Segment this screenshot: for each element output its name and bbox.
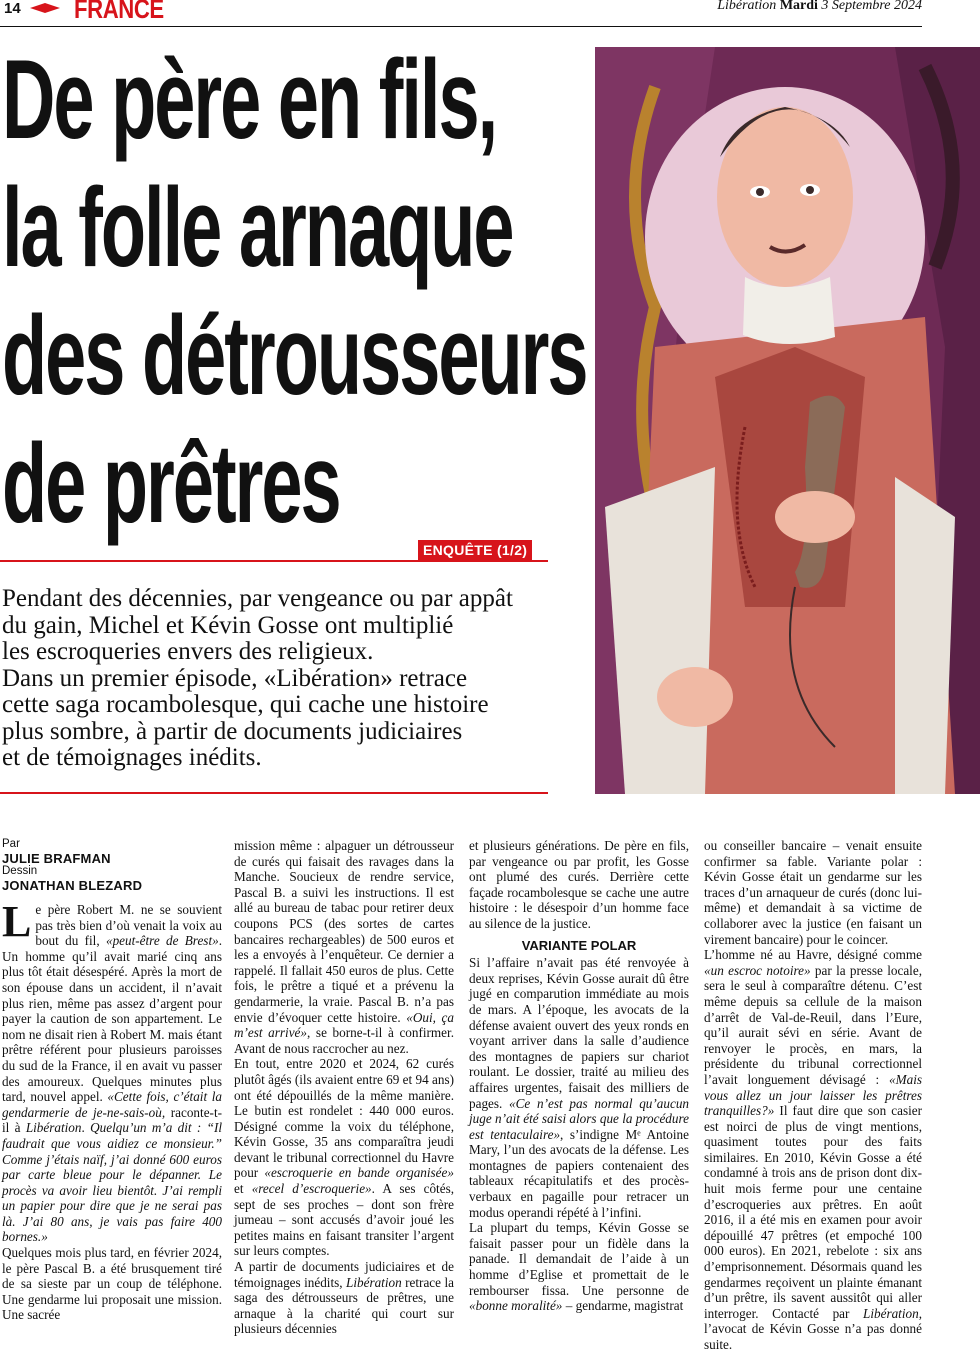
quote-run: «bonne moralité»	[469, 1298, 563, 1314]
article-column-4	[704, 838, 922, 1353]
standfirst-line: Pendant des décennies, par vengeance ou par appât	[2, 585, 513, 612]
dateline	[717, 0, 922, 14]
paragraph	[2, 897, 223, 1245]
headline-line: De père en fils,	[2, 37, 497, 162]
section-title: FRANCE	[74, 0, 164, 24]
paragraph: Quelques mois plus tard, en février 2024, le père Pascal B. a été brusquement tiré de sa sieste par un coup de téléphone. Une gendarme lui proposait une mission. Une sacrée	[2, 1245, 222, 1323]
quote-run: «peut-être de Brest»	[105, 933, 219, 949]
quote-run: «recel d’escroquerie»	[251, 1181, 372, 1197]
priest-illustration	[595, 47, 980, 794]
paragraph: et plusieurs générations. De père en fils, par vengeance ou par profit, les Gosse ont plumé des curés. Derrière cette façade rocambolesque se cache une autre histoire : le désespoir d’un homme face au silence de la justice.	[469, 838, 689, 931]
article-column-1	[2, 838, 222, 1323]
text-run: . Un homme qu’il avait marié cinq ans plus tôt était désespéré. Après la mort de son épouse dans un accident, il n’avait plus rien, même pas assez d’argent pour payer la caution de son appartement. Le nom ne disait rien à Robert M. mais étant prêtre référent pour plusieurs paroisses du sud de la France, il en avait vu passer des amoureux. Quelques minutes plus tard, nouvel appel.	[2, 933, 222, 1105]
article-column-2	[234, 838, 454, 1337]
page-number: 14	[4, 0, 21, 17]
text-run: mission même : alpaguer un détrousseur de curés qui faisait des ravages dans la Manche. Soucieux de rendre service, Pascal B. a suivi les instructions. Il est allé au bureau de tabac pour retirer deux coupons PCS (des sortes de cartes bancaires rechargeables) de 500 euros et les a envoyés à l’enquêteur. Ce dernier a rappelé. Il fallait 450 euros de plus. Cette fois, le prêtre a tiqué et a prévenu la gendarmerie, la vraie. Pascal B. n’a pas envie d’évoquer cette histoire.	[234, 838, 454, 1025]
text-run: retrace la saga des détrousseurs de prêtres, une arnaque à la charité qui court sur plusieurs décennies	[234, 1274, 454, 1337]
text-run: raconte-t-il à	[2, 1104, 222, 1136]
standfirst-line: du gain, Michel et Kévin Gosse ont multiplié	[2, 611, 454, 639]
paragraph	[234, 838, 454, 1056]
paragraph	[234, 1259, 454, 1337]
text-run: .	[81, 1120, 91, 1136]
text-run: Libération	[25, 1120, 82, 1136]
author-name: JULIE BRAFMAN	[2, 850, 111, 866]
headline-line: des détrousseurs	[2, 293, 587, 418]
standfirst-rule	[0, 792, 548, 794]
paragraph	[469, 1220, 689, 1314]
text-run: Il faut dire que son casier est noirci de plus de vingt mentions, quasiment toutes pour des faits similaires. En 2010, Kévin Gosse a été condamné à trois ans de prison dont dix-huit mois ferme pour une centaine d’escroqueries aux prêtres. En août 2016, il a été mis en examen pour avoir dépouillé 47 prêtres (et empoché 100 000 euros). En 2021, rebelote : six ans d’emprisonnement. Désormais quand les gendarmes reçoivent un plainte émanant d’un prêtre, ils savent aussitôt qui aller interroger. Contacté par	[704, 1103, 922, 1321]
section-diamond-icon	[30, 3, 60, 13]
by-label: Par	[2, 838, 20, 850]
drop-cap: L	[2, 897, 32, 946]
illustrator-name: JONATHAN BLEZARD	[2, 877, 143, 893]
quote-run: «Oui, ça m’est arrivé»	[234, 1009, 454, 1041]
quote-run: «escroquerie en bande organisée»	[264, 1165, 454, 1181]
text-run: , l’avocat de Kévin Gosse n’a pas donné suite.	[704, 1305, 922, 1352]
headline-line: la folle arnaque	[2, 165, 513, 290]
text-run: et	[234, 1181, 252, 1197]
header-rule	[0, 26, 922, 27]
text-run: Libération	[863, 1305, 919, 1321]
quote-run: Quelqu’un m’a dit : “Il faudrait que vous aidiez ce monsieur.” Comme j’étais naïf, j’ai donné 600 euros par carte bleue pour le dépanner. Le procès va avoir lieu bientôt. J’ai rempli un papier pour dire que je ne serai pas là. J’ai 80 ans, je vais pas faire 400 bornes.»	[2, 1120, 222, 1245]
article-column-3	[469, 838, 689, 1314]
date-full: 3 Septembre 2024	[821, 0, 922, 13]
standfirst-line: et de témoignages inédits.	[2, 744, 262, 771]
headline-rule	[0, 560, 548, 562]
date-day: Mardi	[779, 0, 818, 13]
quote-run: «Cette fois, c’était la gendarmerie de je-ne-sais-où,	[2, 1089, 223, 1120]
subheading: VARIANTE POLAR	[521, 937, 637, 953]
text-run: Si l’affaire n’avait pas été renvoyée à deux reprises, Kévin Gosse aurait dû être jugé en comparution immédiate au mois de mars. A l’époque, les avocats de la défense avaient ouvert des yeux ronds en voyant arriver dans la salle d’audience des montagnes de papiers sur chariot roulant. Le dossier, traité au milieu des affaires urgentes, faisait des milliers de pages.	[469, 955, 689, 1111]
standfirst-line: cette saga rocambolesque, qui cache une histoire	[2, 691, 489, 718]
paragraph	[704, 947, 922, 1352]
text-run: – gendarme, magistrat	[562, 1298, 684, 1314]
standfirst-line: plus sombre, à partir de documents judiciaires	[2, 717, 463, 745]
paper-name: Libération	[717, 0, 777, 13]
standfirst	[2, 586, 562, 772]
byline	[2, 838, 222, 892]
standfirst-line: les escroqueries envers des religieux.	[2, 638, 374, 665]
drawing-label: Dessin	[2, 865, 38, 877]
paragraph: ou conseiller bancaire – venait ensuite confirmer sa fable. Variante polar : Kévin Gosse était un gendarme sur les traces d’un arnaqueur de curés (donc lui-même) et demandait à sa victime de collaborer avec la justice (en faisant un virement bancaire) pour le coincer.	[704, 838, 922, 947]
text-run: . A ses côtés, sept de ses proches – dont son frère jumeau – sont accusés d’avoir joué les petites mains en faisant transiter l’argent sur leurs comptes.	[234, 1181, 454, 1259]
text-run: , se borne-t-il à confirmer. Avant de nous raccrocher au nez.	[234, 1025, 454, 1056]
series-tag: ENQUÊTE (1/2)	[418, 540, 532, 560]
quote-run: «Ce n’est pas normal qu’aucun juge n’ait été saisi alors que la procédure est tentaculaire»	[469, 1095, 690, 1142]
paragraph	[234, 1056, 454, 1259]
paragraph	[469, 955, 689, 1220]
text-run: A partir de documents judiciaires et de témoignages inédits,	[234, 1259, 454, 1290]
text-run: Libération	[346, 1274, 402, 1290]
standfirst-line: Dans un premier épisode, «Libération» retrace	[2, 664, 468, 692]
text-run: En tout, entre 2020 et 2024, 62 curés plutôt âgés (ils avaient entre 69 et 94 ans) ont été dépouillés de la même manière. Le butin est rondelet : 440 000 euros. Désigné comme la voix du téléphone, Kévin Gosse, 35 ans comparaîtra jeudi devant le tribunal correctionnel du Havre pour	[234, 1056, 454, 1181]
text-run: e père Robert M. ne se souvient pas très bien d’où venait la voix au bout du fil,	[35, 902, 222, 949]
headline	[2, 36, 587, 548]
text-run: La plupart du temps, Kévin Gosse se faisait passer pour un fidèle dans la panade. Il demandait de l’aide à un homme d’Eglise et promettait de le rembourser fissa. Une personne de	[469, 1220, 689, 1298]
headline-line: de prêtres	[2, 421, 340, 546]
quote-run: «un escroc notoire»	[704, 962, 811, 978]
text-run: , s’indigne Mᵉ Antoine Mary, l’un des avocats de la défense. Les montagnes de papiers contenaient des tableaux récapitulatifs et des procès-verbaux en pagaille pour retracer un modus operandi répété à l’infini.	[469, 1126, 689, 1220]
text-run: L’homme né au Havre, désigné comme	[704, 947, 922, 963]
text-run: par la presse locale, sera le seul à comparaître détenu. C’est même depuis sa cellule de la maison d’arrêt de Val-de-Reuil, dans l’Eure, qu’il aurait sévi en série. Avant de renvoyer le procès, en mars, la présidente du tribunal correctionnel l’avait longuement dévisagé :	[704, 962, 922, 1087]
quote-run: «Mais vous allez un jour laisser les prêtres tranquilles?»	[704, 1071, 922, 1119]
